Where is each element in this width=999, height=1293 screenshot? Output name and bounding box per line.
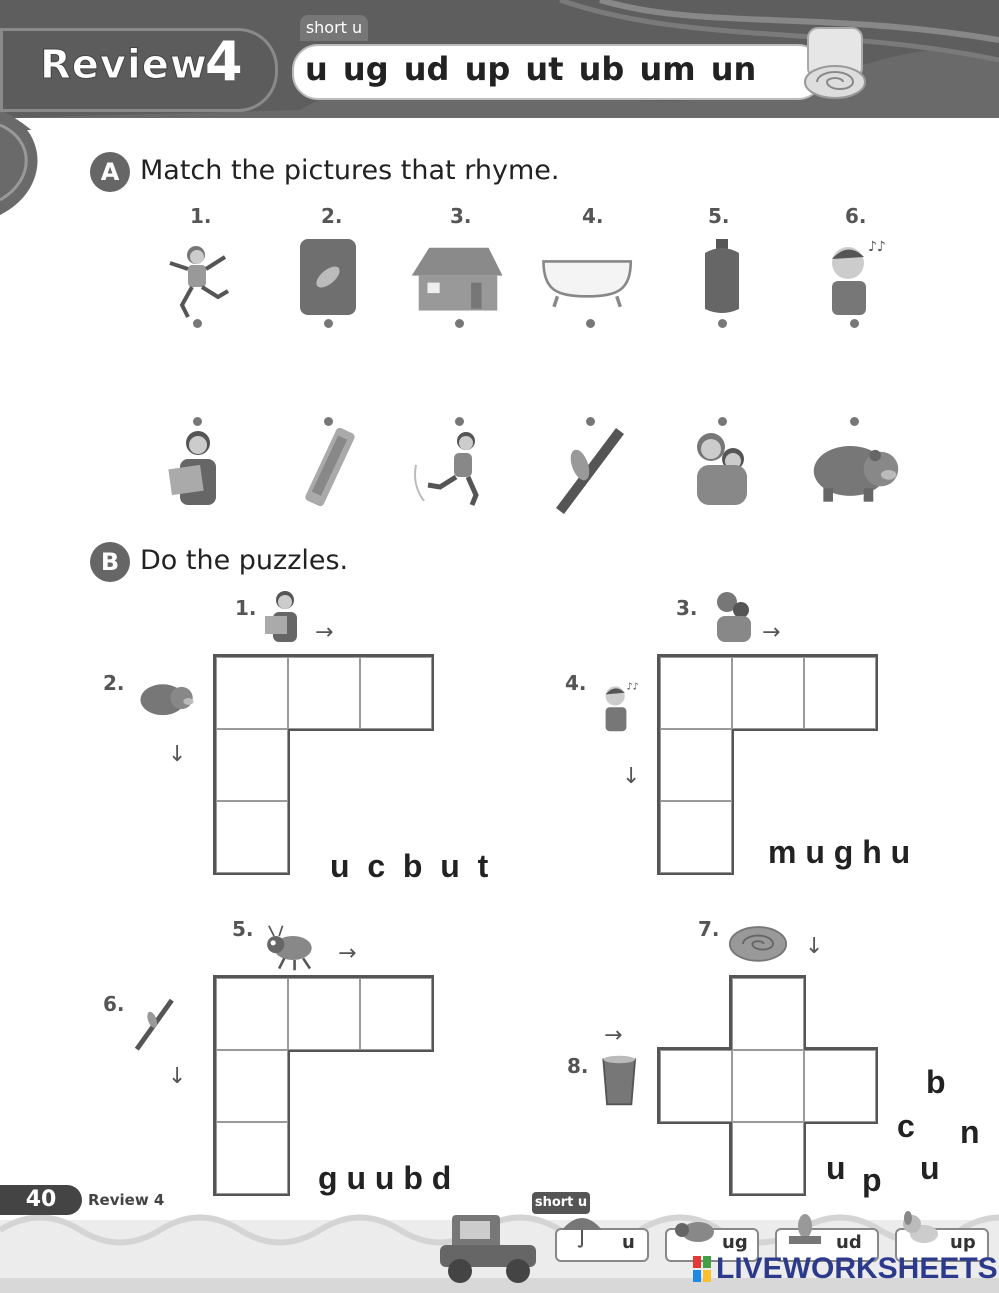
across-arrow: → xyxy=(338,941,357,966)
puzzle-cell[interactable] xyxy=(216,801,288,873)
puzzle-cell[interactable] xyxy=(216,1122,288,1194)
puzzle-cell[interactable] xyxy=(732,1122,804,1194)
bug-icon xyxy=(262,920,322,976)
letter-bank-2: m u g h u xyxy=(768,834,911,870)
girl-puzzle-icon xyxy=(150,425,246,515)
bud-icon xyxy=(785,1212,825,1248)
item-number-2: 2. xyxy=(321,204,343,228)
section-b-title: Do the puzzles. xyxy=(140,545,349,576)
down-arrow: ↓ xyxy=(805,934,824,959)
train-label-up: up xyxy=(950,1232,976,1253)
puzzle-cell[interactable] xyxy=(216,978,288,1050)
item-number-6: 6. xyxy=(845,204,867,228)
puzzle-cell[interactable] xyxy=(216,729,288,801)
cup-icon xyxy=(592,1052,652,1108)
across-arrow: → xyxy=(604,1023,623,1048)
letter-tile: b xyxy=(926,1064,946,1100)
phonics-list: u ug ud up ut ub um un xyxy=(305,50,757,88)
down-arrow: ↓ xyxy=(622,764,641,789)
humming-boy-icon xyxy=(590,680,650,736)
puzzle-cell[interactable] xyxy=(360,657,432,729)
running-girl-icon xyxy=(410,425,506,515)
puzzle-cell[interactable] xyxy=(288,657,360,729)
match-dot[interactable] xyxy=(455,319,464,328)
puzzle-number-4: 4. xyxy=(565,671,587,695)
down-arrow: ↓ xyxy=(168,1064,187,1089)
match-dot[interactable] xyxy=(193,319,202,328)
cub-icon xyxy=(137,670,197,726)
puzzle-number-6: 6. xyxy=(103,992,125,1016)
page-number: 40 xyxy=(0,1185,82,1215)
puzzle-cell[interactable] xyxy=(660,729,732,801)
puzzle-number-5: 5. xyxy=(232,917,254,941)
puzzle-cell[interactable] xyxy=(732,978,804,1050)
item-number-5: 5. xyxy=(708,204,730,228)
train-label-ug: ug xyxy=(722,1232,748,1253)
page-label: Review 4 xyxy=(88,1191,165,1209)
puzzle-cell[interactable] xyxy=(660,801,732,873)
section-a-title: Match the pictures that rhyme. xyxy=(140,155,560,186)
bug-icon xyxy=(672,1214,718,1248)
match-dot[interactable] xyxy=(586,319,595,328)
cub-icon xyxy=(808,425,904,515)
puzzle-number-8: 8. xyxy=(567,1054,589,1078)
bun-icon xyxy=(728,915,788,971)
bathtub-icon xyxy=(540,240,636,330)
girl-puzzle-icon xyxy=(255,588,315,644)
puzzle-number-2: 2. xyxy=(103,671,125,695)
corner-swirl-decoration xyxy=(0,110,60,220)
umbrella-icon xyxy=(560,1210,604,1250)
puzzle-cell[interactable] xyxy=(288,978,360,1050)
puzzle-cell[interactable] xyxy=(216,657,288,729)
humming-boy-icon xyxy=(808,235,904,325)
bud-icon xyxy=(540,425,636,515)
puppy-icon xyxy=(900,1208,944,1248)
puzzle-cell[interactable] xyxy=(660,1050,732,1122)
mud-footprint-icon xyxy=(280,235,376,325)
jumping-boy-icon xyxy=(150,235,246,325)
letter-bank-3: g u u b d xyxy=(318,1160,452,1196)
down-arrow: ↓ xyxy=(168,742,187,767)
train-label-u: u xyxy=(622,1232,635,1253)
puzzle-cell[interactable] xyxy=(732,1050,804,1122)
train-label-ud: ud xyxy=(836,1232,862,1253)
puzzle-cell[interactable] xyxy=(660,657,732,729)
svg-text:♪♪: ♪♪ xyxy=(626,681,639,693)
hug-icon xyxy=(675,425,771,515)
across-arrow: → xyxy=(315,620,334,645)
letter-tile: n xyxy=(960,1114,980,1150)
short-u-tab: short u xyxy=(300,15,368,41)
item-number-3: 3. xyxy=(450,204,472,228)
watermark: LIVEWORKSHEETS xyxy=(716,1252,998,1285)
puzzle-cell[interactable] xyxy=(360,978,432,1050)
review-title: Review xyxy=(40,42,208,88)
letter-tile: c xyxy=(897,1108,915,1144)
hut-icon xyxy=(410,235,506,325)
review-number: 4 xyxy=(205,30,243,93)
letter-tile: u xyxy=(826,1150,846,1186)
letter-tile: u xyxy=(920,1150,940,1186)
match-dot[interactable] xyxy=(850,319,859,328)
letter-bank-1: u c b u t xyxy=(330,848,489,884)
letter-tile: p xyxy=(862,1162,882,1198)
section-a-badge: A xyxy=(90,152,130,192)
puzzle-number-3: 3. xyxy=(676,596,698,620)
puzzle-cell[interactable] xyxy=(804,657,876,729)
section-b-badge: B xyxy=(90,542,130,582)
jug-icon xyxy=(675,235,771,325)
scroll-icon xyxy=(800,20,870,100)
svg-text:♪♪: ♪♪ xyxy=(868,239,886,255)
item-number-4: 4. xyxy=(582,204,604,228)
train-tab: short u xyxy=(532,1192,590,1214)
puzzle-number-7: 7. xyxy=(698,917,720,941)
item-number-1: 1. xyxy=(190,204,212,228)
liveworksheets-logo-icon xyxy=(693,1256,711,1282)
match-dot[interactable] xyxy=(324,319,333,328)
across-arrow: → xyxy=(762,620,781,645)
match-dot[interactable] xyxy=(718,319,727,328)
tractor-icon xyxy=(432,1205,542,1285)
puzzle-cell[interactable] xyxy=(732,657,804,729)
hug-icon xyxy=(703,588,763,644)
puzzle-cell[interactable] xyxy=(804,1050,876,1122)
tube-icon xyxy=(280,425,376,515)
puzzle-cell[interactable] xyxy=(216,1050,288,1122)
bud-icon xyxy=(125,996,185,1052)
puzzle-number-1: 1. xyxy=(235,596,257,620)
